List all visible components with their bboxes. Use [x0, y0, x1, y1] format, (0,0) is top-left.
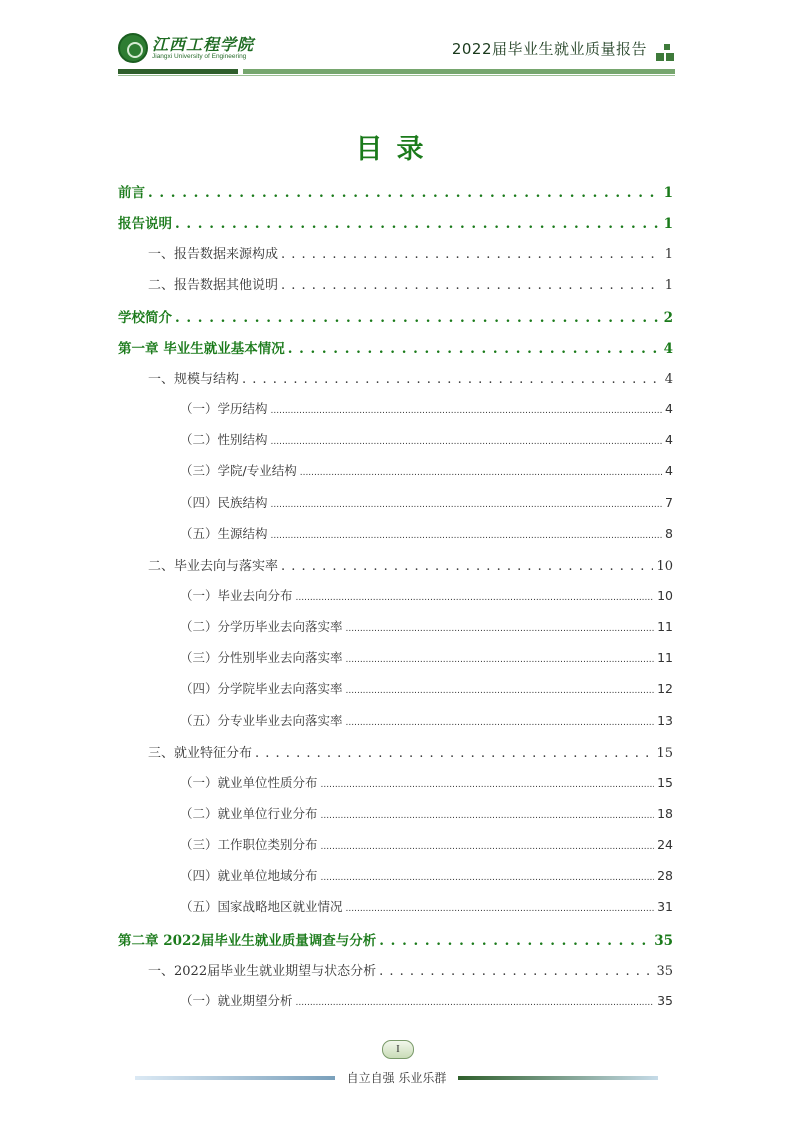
toc-entry[interactable]: [148, 555, 673, 575]
university-emblem-icon: [118, 33, 148, 63]
toc-entry-page: 12: [657, 681, 673, 696]
toc-entry-label: 二、报告数据其他说明: [148, 278, 279, 293]
header-decoration-square: [656, 53, 664, 61]
toc-entry-label: （一）就业单位性质分布: [180, 775, 318, 790]
toc-entry[interactable]: [180, 991, 673, 1011]
toc-dot-leader: [321, 775, 655, 790]
toc-dot-leader: [175, 310, 661, 326]
toc-dot-leader: [271, 526, 663, 541]
toc-entry-page: 4: [665, 401, 673, 416]
toc-dot-leader: [271, 432, 663, 447]
toc-entry[interactable]: [180, 835, 673, 855]
toc-entry-page: 4: [664, 372, 673, 387]
toc-entry[interactable]: [148, 243, 673, 263]
header-rule-light: [243, 69, 675, 74]
toc-entry[interactable]: [180, 773, 673, 793]
toc-entry-page: 24: [657, 837, 673, 852]
toc-entry-label: 一、2022届毕业生就业期望与状态分析: [148, 964, 377, 979]
toc-entry-page: 35: [657, 993, 673, 1008]
toc-dot-leader: [255, 746, 653, 761]
toc-dot-leader: [271, 495, 663, 510]
toc-entry-label: （一）就业期望分析: [180, 993, 293, 1008]
page-number: I: [382, 1040, 414, 1059]
toc-entry-label: （三）分性别毕业去向落实率: [180, 650, 343, 665]
footer-rule-left: [135, 1076, 335, 1080]
page-header: [0, 0, 793, 80]
toc-entry-page: 35: [656, 964, 673, 979]
toc-dot-leader: [379, 933, 651, 949]
toc-entry-page: 28: [657, 868, 673, 883]
toc-entry[interactable]: [180, 399, 673, 419]
toc-dot-leader: [346, 681, 655, 696]
toc-entry[interactable]: [118, 212, 673, 232]
toc-entry-page: 10: [656, 559, 673, 574]
toc-dot-leader: [346, 899, 655, 914]
toc-title: 目录: [355, 134, 438, 165]
toc-entry-label: 学校简介: [118, 310, 172, 326]
toc-dot-leader: [296, 993, 655, 1008]
toc-entry-page: 4: [663, 341, 673, 357]
toc-entry-label: （五）国家战略地区就业情况: [180, 899, 343, 914]
toc-dot-leader: [346, 619, 655, 634]
toc-entry-label: （二）性别结构: [180, 432, 268, 447]
toc-entry[interactable]: [180, 461, 673, 481]
toc-entry[interactable]: [118, 337, 673, 357]
toc-entry-page: 11: [657, 650, 673, 665]
toc-entry[interactable]: [180, 524, 673, 544]
toc-dot-leader: [321, 837, 655, 852]
toc-entry-page: 15: [656, 746, 673, 761]
toc-entry-page: 31: [657, 899, 673, 914]
toc-entry[interactable]: [180, 866, 673, 886]
header-decoration-square: [666, 53, 674, 61]
toc-entry-page: 35: [654, 933, 673, 949]
toc-entry-page: 13: [657, 713, 673, 728]
toc-dot-leader: [281, 278, 662, 293]
toc-dot-leader: [148, 185, 661, 201]
toc-entry-page: 4: [665, 432, 673, 447]
footer-motto: 自立自强 乐业乐群: [346, 1071, 447, 1085]
toc-dot-leader: [346, 713, 655, 728]
toc-entry-page: 18: [657, 806, 673, 821]
toc-entry-label: 第二章 2022届毕业生就业质量调查与分析: [118, 933, 377, 949]
toc-entry[interactable]: [118, 929, 673, 949]
toc-dot-leader: [321, 868, 655, 883]
toc-entry-page: 15: [657, 775, 673, 790]
toc-entry-label: （四）分学院毕业去向落实率: [180, 681, 343, 696]
logo-chinese-name: 江西工程学院: [152, 35, 255, 54]
toc-entry-label: 报告说明: [118, 216, 172, 232]
toc-entry[interactable]: [118, 181, 673, 201]
toc-dot-leader: [242, 372, 662, 387]
header-rule-thin: [118, 75, 675, 76]
toc-entry-label: （三）学院/专业结构: [180, 463, 297, 478]
toc-entry-label: （三）工作职位类别分布: [180, 837, 318, 852]
toc-entry[interactable]: [148, 274, 673, 294]
toc-entry-label: 前言: [118, 185, 145, 201]
toc-entry[interactable]: [148, 368, 673, 388]
toc-entry-page: 1: [663, 185, 673, 201]
toc-entry[interactable]: [180, 493, 673, 513]
toc-entry[interactable]: [180, 804, 673, 824]
toc-entry-label: 一、规模与结构: [148, 372, 240, 387]
toc-entry-page: 8: [665, 526, 673, 541]
toc-dot-leader: [271, 401, 663, 416]
toc-entry[interactable]: [180, 679, 673, 699]
toc-entry-label: （二）分学历毕业去向落实率: [180, 619, 343, 634]
toc-entry-page: 10: [657, 588, 673, 603]
toc-entry[interactable]: [148, 742, 673, 762]
university-logo: [118, 33, 255, 65]
toc-entry-label: （一）毕业去向分布: [180, 588, 293, 603]
toc-entry[interactable]: [180, 711, 673, 731]
header-decoration-square: [664, 44, 670, 50]
toc-entry-page: 1: [664, 247, 673, 262]
toc-dot-leader: [300, 463, 662, 478]
toc-dot-leader: [296, 588, 655, 603]
logo-english-name: Jiangxi University of Engineering: [152, 53, 247, 60]
toc-entry[interactable]: [180, 897, 673, 917]
toc-entry-label: 二、毕业去向与落实率: [148, 559, 279, 574]
toc-entry-label: （四）就业单位地域分布: [180, 868, 318, 883]
toc-entry-page: 2: [663, 310, 673, 326]
toc-dot-leader: [281, 247, 662, 262]
toc-entry-label: （二）就业单位行业分布: [180, 806, 318, 821]
toc-entry-page: 11: [657, 619, 673, 634]
toc-entry-label: 第一章 毕业生就业基本情况: [118, 341, 285, 357]
toc-entry-label: （一）学历结构: [180, 401, 268, 416]
toc-entry-page: 4: [665, 463, 673, 478]
toc-entry-label: （四）民族结构: [180, 495, 268, 510]
toc-entry-label: 一、报告数据来源构成: [148, 247, 279, 262]
toc-dot-leader: [321, 806, 655, 821]
toc-entry[interactable]: [180, 648, 673, 668]
toc-entry-page: 1: [664, 278, 673, 293]
toc-entry-page: 7: [665, 495, 673, 510]
toc-entry-page: 1: [663, 216, 673, 232]
report-title: 2022届毕业生就业质量报告: [451, 40, 647, 58]
toc-entry-label: 三、就业特征分布: [148, 746, 253, 761]
toc-dot-leader: [175, 216, 661, 232]
toc-entry[interactable]: [118, 306, 673, 326]
toc-dot-leader: [379, 964, 653, 979]
header-rule-dark: [118, 69, 238, 74]
toc-dot-leader: [346, 650, 655, 665]
toc-entry-label: （五）生源结构: [180, 526, 268, 541]
toc-dot-leader: [281, 559, 653, 574]
footer-rule-right: [458, 1076, 658, 1080]
toc-entry[interactable]: [180, 586, 673, 606]
toc-entry-label: （五）分专业毕业去向落实率: [180, 713, 343, 728]
toc-entry[interactable]: [180, 430, 673, 450]
toc-entry[interactable]: [148, 960, 673, 980]
toc-dot-leader: [288, 341, 661, 357]
toc-entry[interactable]: [180, 617, 673, 637]
